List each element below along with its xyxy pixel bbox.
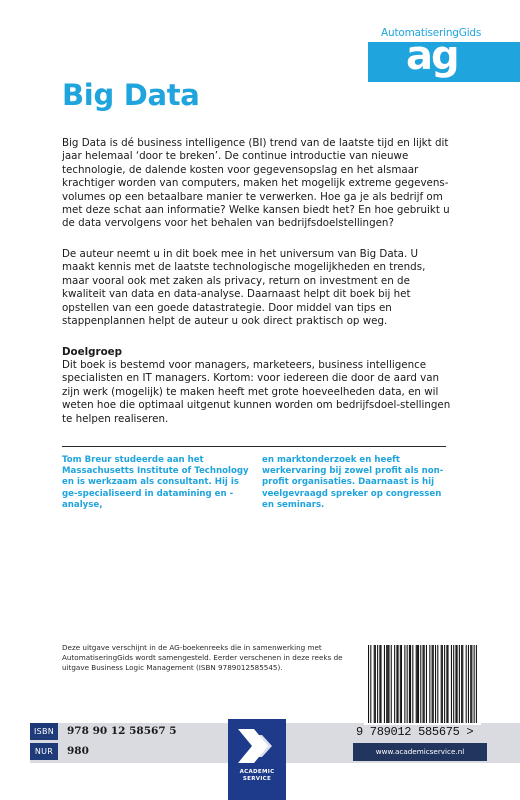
barcode-graphic <box>368 645 477 725</box>
isbn-label: ISBN <box>30 723 58 740</box>
audience-paragraph: Dit boek is bestemd voor managers, marketeers, business intelligence specialisten en IT managers. Kortom: voor iedereen die door de aard van zijn werk (mogelijk) te maken heeft met grote hoeveelheden data, en wil weten hoe die optimaal uitgenut kunnen worden om bedrijfsdoel-stellingen te helpen realiseren. <box>62 359 451 425</box>
series-note: Deze uitgave verschijnt in de AG-boekenreeks die in samenwerking met AutomatiseringGids wordt samengesteld. Eerder verschenen in deze reeks de uitgave Business Logic Management (ISBN 9789012585545). <box>62 643 343 672</box>
isbn-row <box>30 723 260 740</box>
isbn-value: 978 90 12 58567 5 <box>67 725 177 737</box>
publisher-logo <box>228 719 286 800</box>
publisher-name-line-2: SERVICE <box>242 775 272 782</box>
barcode-number: 9 789012 585675 > <box>356 725 474 739</box>
publisher-arrow-icon <box>234 725 280 767</box>
publisher-website: www.academicservice.nl <box>353 743 487 761</box>
intro-paragraph: Big Data is dé business intelligence (BI) trend van de laatste tijd en lijkt dit jaar helemaal ‘door te breken’. De continue introductie van nieuwe technologie, de dalende kosten voor gegevensopslag en het alsmaar krachtiger worden van computers, maken het mogelijk extreme gegevens-volumes op een betaalbare manier te verwerken. Hoe ga je als bedrijf om met deze schat aan informatie? Welke kansen biedt het? En hoe gebruikt u de data vervolgens voor het behalen van bedrijfsdoelstellingen? <box>62 137 450 230</box>
brand-logo-text: ag <box>406 33 458 79</box>
publisher-name-line-1: ACADEMIC <box>239 769 275 775</box>
author-bio-column-2: en marktonderzoek en heeft werkervaring bij zowel profit als non-profit organisaties. Daarnaast is hij veelgevraagd spreker op congressen en seminars. <box>262 455 444 510</box>
author-bio-column-1: Tom Breur studeerde aan het Massachusetts Institute of Technology en is werkzaam als consultant. Hij is ge-specialiseerd in datamining en -analyse, <box>62 455 249 510</box>
nur-label: NUR <box>30 743 58 760</box>
barcode <box>364 645 481 725</box>
audience-heading: Doelgroep <box>62 346 123 358</box>
book-title: Big Data <box>62 78 200 112</box>
brand-name: AutomatiseringGids <box>381 27 482 39</box>
nur-value: 980 <box>67 745 89 757</box>
nur-row <box>30 743 260 760</box>
second-paragraph: De auteur neemt u in dit boek mee in het universum van Big Data. U maakt kennis met de laatste technologische mogelijkheden en trends, maar vooral ook met zaken als privacy, return on investment en de kwaliteit van data en data-analyse. Daarnaast helpt dit boek bij het opstellen van een goede datastrategie. Door middel van tips en stappenplannen helpt de auteur u ook direct praktisch op weg. <box>62 248 426 328</box>
divider <box>62 446 446 447</box>
publisher-name <box>228 769 286 782</box>
